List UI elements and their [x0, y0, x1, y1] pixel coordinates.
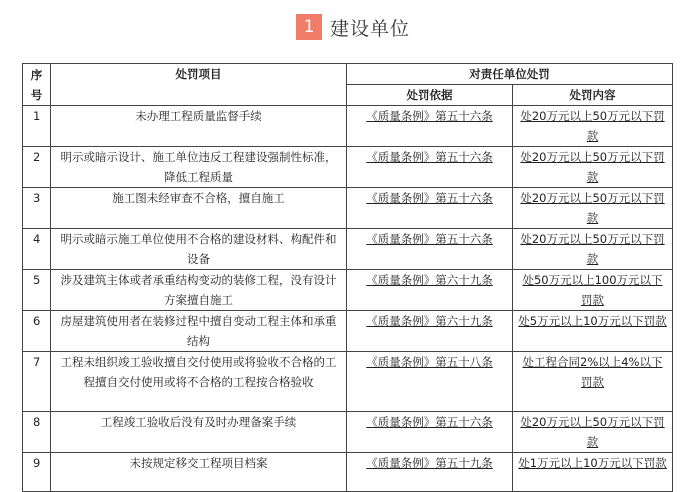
row-content-link[interactable]: 处20万元以上50万元以下罚款 [513, 412, 673, 453]
row-basis-link[interactable]: 《质量条例》第五十九条 [347, 453, 513, 492]
header-number-line2: 号 [30, 87, 43, 102]
row-item: 工程竣工验收后没有及时办理备案手续 [51, 412, 347, 453]
row-number: 5 [23, 270, 51, 311]
header-group: 对责任单位处罚 [347, 64, 673, 85]
row-basis-link[interactable]: 《质量条例》第六十九条 [347, 270, 513, 311]
row-basis-link[interactable]: 《质量条例》第五十八条 [347, 352, 513, 412]
header-item: 处罚项目 [51, 64, 347, 106]
table-row [23, 352, 673, 412]
row-item: 施工图未经审查不合格，擅自施工 [51, 188, 347, 229]
row-basis-link[interactable]: 《质量条例》第五十六条 [347, 147, 513, 188]
row-item: 明示或暗示施工单位使用不合格的建设材料、构配件和设备 [51, 229, 347, 270]
section-title: 建设单位 [330, 17, 411, 40]
table-row [23, 270, 673, 311]
table-row [23, 311, 673, 352]
row-item: 未办理工程质量监督手续 [51, 106, 347, 147]
row-basis-link[interactable]: 《质量条例》第五十六条 [347, 188, 513, 229]
row-number: 7 [23, 352, 51, 412]
table-row [23, 106, 673, 147]
header-content: 处罚内容 [513, 85, 673, 106]
section-number-badge: 1 [296, 14, 322, 40]
row-item: 涉及建筑主体或者承重结构变动的装修工程，没有设计方案擅自施工 [51, 270, 347, 311]
penalty-table [22, 63, 673, 492]
row-number: 4 [23, 229, 51, 270]
row-item: 房屋建筑使用者在装修过程中擅自变动工程主体和承重结构 [51, 311, 347, 352]
row-content-link[interactable]: 处1万元以上10万元以下罚款 [513, 453, 673, 492]
row-content-link[interactable]: 处20万元以上50万元以下罚款 [513, 106, 673, 147]
header-basis: 处罚依据 [347, 85, 513, 106]
row-number: 9 [23, 453, 51, 492]
row-number: 6 [23, 311, 51, 352]
header-number-line1: 序 [30, 67, 43, 82]
row-content-link[interactable]: 处20万元以上50万元以下罚款 [513, 147, 673, 188]
row-content-link[interactable]: 处5万元以上10万元以下罚款 [513, 311, 673, 352]
row-number: 8 [23, 412, 51, 453]
table-row [23, 229, 673, 270]
row-item: 工程未组织竣工验收擅自交付使用或将验收不合格的工程擅自交付使用或将不合格的工程按合格验收 [51, 352, 347, 412]
row-basis-link[interactable]: 《质量条例》第六十九条 [347, 311, 513, 352]
row-item: 明示或暗示设计、施工单位违反工程建设强制性标准，降低工程质量 [51, 147, 347, 188]
row-basis-link[interactable]: 《质量条例》第五十六条 [347, 412, 513, 453]
row-content-link[interactable]: 处工程合同2%以上4%以下罚款 [513, 352, 673, 412]
row-basis-link[interactable]: 《质量条例》第五十六条 [347, 229, 513, 270]
table-row [23, 453, 673, 492]
row-number: 2 [23, 147, 51, 188]
header-number [23, 64, 51, 106]
row-basis-link[interactable]: 《质量条例》第五十六条 [347, 106, 513, 147]
row-content-link[interactable]: 处20万元以上50万元以下罚款 [513, 229, 673, 270]
row-number: 1 [23, 106, 51, 147]
row-number: 3 [23, 188, 51, 229]
row-item: 未按规定移交工程项目档案 [51, 453, 347, 492]
row-content-link[interactable]: 处50万元以上100万元以下罚款 [513, 270, 673, 311]
section-header [296, 12, 410, 42]
row-content-link[interactable]: 处20万元以上50万元以下罚款 [513, 188, 673, 229]
table-row [23, 188, 673, 229]
table-row [23, 412, 673, 453]
table-row [23, 147, 673, 188]
